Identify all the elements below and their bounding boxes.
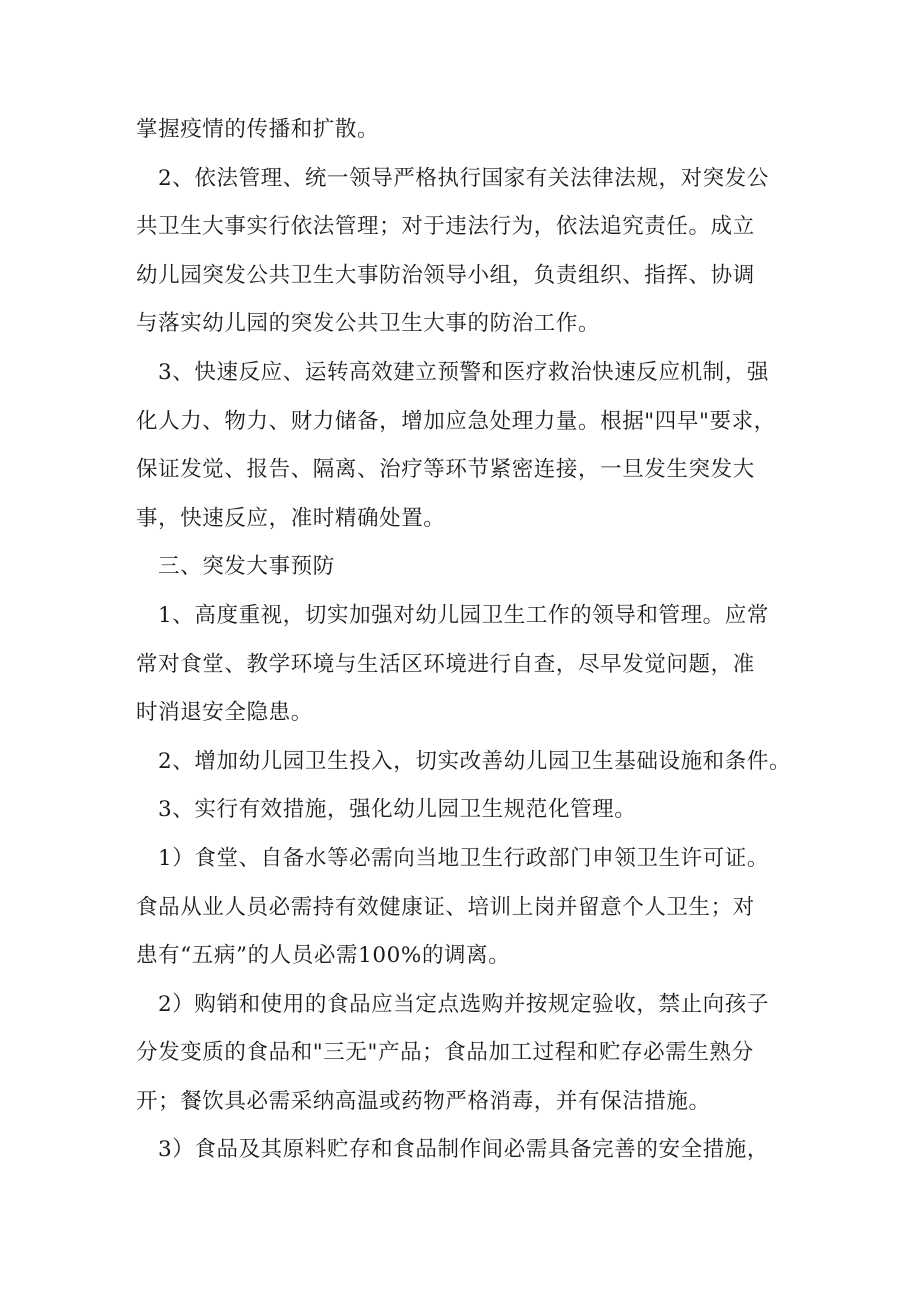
text-line-17: 食品从业人员必需持有效健康证、培训上岗并留意个人卫生；对 xyxy=(136,894,755,920)
text-line-14: 2、增加幼儿园卫生投入，切实改善幼儿园卫生基础设施和条件。 xyxy=(158,748,792,774)
text-line-4: 幼儿园突发公共卫生大事防治领导小组，负责组织、指挥、协调 xyxy=(136,262,755,288)
text-line-2: 2、依法管理、统一领导严格执行国家有关法律法规，对突发公 xyxy=(158,165,769,191)
text-line-18: 患有“五病”的人员必需100%的调离。 xyxy=(136,943,511,969)
text-line-6: 3、快速反应、运转高效建立预警和医疗救治快速反应机制，强 xyxy=(158,359,769,385)
text-line-3: 共卫生大事实行依法管理；对于违法行为，依法追究责任。成立 xyxy=(136,214,755,240)
text-line-11: 1、高度重视，切实加强对幼儿园卫生工作的领导和管理。应常 xyxy=(158,602,769,628)
section-heading: 三、突发大事预防 xyxy=(158,554,335,580)
text-line-20: 分发变质的食品和"三无"产品；食品加工过程和贮存必需生熟分 xyxy=(136,1040,754,1066)
text-line-19: 2）购销和使用的食品应当定点选购并按规定验收，禁止向孩子 xyxy=(158,991,769,1017)
text-line-13: 时消退安全隐患。 xyxy=(136,700,313,726)
document-page xyxy=(136,106,792,1175)
text-line-1: 掌握疫情的传播和扩散。 xyxy=(136,117,380,142)
text-line-21: 开；餐饮具必需采纳高温或药物严格消毒，并有保洁措施。 xyxy=(136,1088,711,1114)
text-line-22: 3）食品及其原料贮存和食品制作间必需具备完善的安全措施， xyxy=(158,1137,769,1163)
text-line-5: 与落实幼儿园的突发公共卫生大事的防治工作。 xyxy=(136,311,601,337)
text-line-16: 1）食堂、自备水等必需向当地卫生行政部门申领卫生许可证。 xyxy=(158,845,769,871)
text-line-8: 保证发觉、报告、隔离、治疗等环节紧密连接，一旦发生突发大 xyxy=(136,457,755,483)
text-line-9: 事，快速反应，准时精确处置。 xyxy=(136,505,446,531)
text-line-7: 化人力、物力、财力储备，增加应急处理力量。根据"四早"要求， xyxy=(136,408,776,434)
text-line-12: 常对食堂、教学环境与生活区环境进行自查，尽早发觉问题，准 xyxy=(136,651,755,677)
text-line-15: 3、实行有效措施，强化幼儿园卫生规范化管理。 xyxy=(158,797,637,823)
